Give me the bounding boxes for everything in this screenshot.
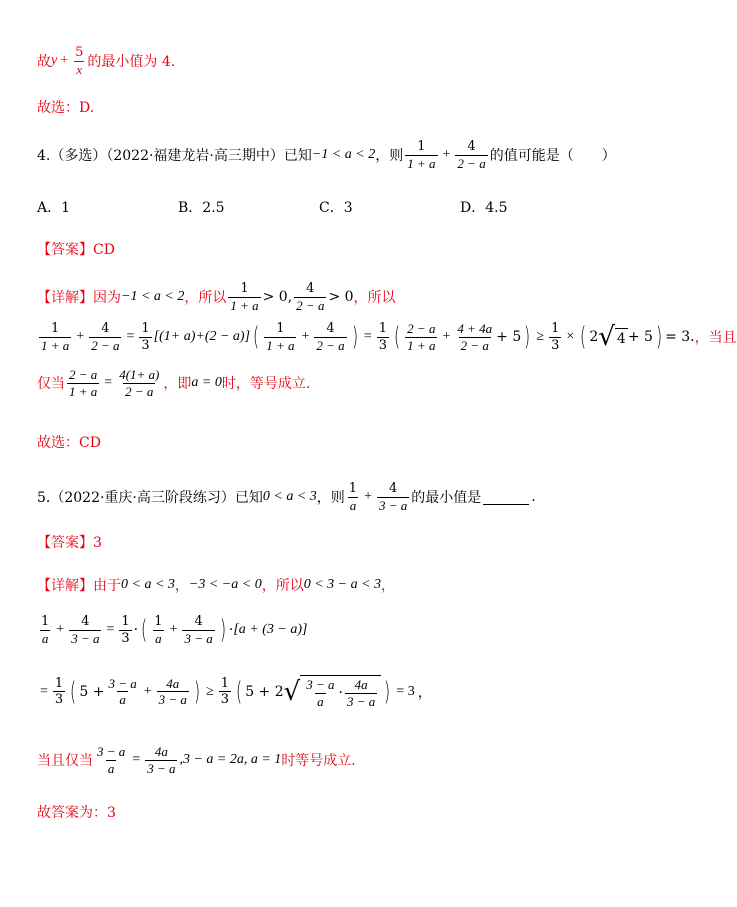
denominator: a (41, 630, 49, 646)
fraction (377, 322, 389, 352)
numerator: 1 (141, 321, 150, 336)
text: 的最小值是 (411, 490, 482, 507)
denominator: 2 − a (296, 297, 325, 313)
denominator: a (155, 630, 162, 646)
denominator: x (76, 61, 83, 77)
text: ， (381, 578, 396, 594)
denominator: 3 − a (158, 692, 187, 708)
answer-4 (37, 239, 115, 259)
text: ，所以 (184, 290, 227, 307)
fraction (304, 678, 336, 708)
denominator: 3 (54, 692, 64, 708)
plus: + (143, 683, 152, 699)
geq: ≥ (536, 329, 545, 345)
result: = 3 (396, 683, 415, 699)
condition: 0 < a < 3 (121, 577, 175, 592)
paren-open: ( (141, 615, 148, 646)
denominator: 1 + a (266, 337, 295, 353)
denominator: 3 − a (184, 630, 213, 646)
value: ,3 − a = 2a, a = 1 (179, 752, 282, 768)
equality-cond-5 (37, 745, 356, 775)
question-4 (37, 140, 616, 170)
text: ， (417, 684, 432, 701)
denominator: 2 − a (460, 337, 489, 353)
paren-open: ( (394, 322, 401, 353)
fraction (152, 615, 164, 645)
denominator: 1 + a (69, 383, 98, 399)
question-tail: 的值可能是（ ） (489, 148, 616, 165)
plus: + (364, 489, 372, 505)
text: ，所以 (261, 578, 304, 594)
numerator: 4 (101, 321, 110, 336)
denominator: 3 − a (147, 760, 176, 776)
denominator: 2 − a (316, 337, 345, 353)
numerator: 1 (378, 321, 388, 336)
fraction (182, 615, 214, 645)
denominator: 2 − a (125, 383, 154, 399)
text: 因为 (93, 290, 121, 307)
text: ，则 (316, 490, 345, 507)
plus: + (60, 53, 69, 69)
times: × (566, 329, 575, 345)
text: 时等号成立. (281, 753, 356, 770)
option-a: A．1 (37, 200, 71, 216)
text: ， (174, 578, 189, 594)
answer-5 (37, 532, 102, 552)
sqrt-icon: √ (598, 322, 615, 353)
option-c: C．3 (319, 200, 353, 216)
final-text: 故选：CD (37, 435, 101, 451)
plus-five: + 5 (496, 329, 522, 346)
fraction (69, 615, 101, 645)
ineq: > 0 (328, 289, 354, 306)
equals: = (363, 329, 372, 345)
numerator: 2 − a (69, 367, 98, 382)
value: a = 0 (191, 375, 222, 391)
var-y: y (51, 53, 58, 69)
fraction (377, 482, 409, 512)
fraction (117, 368, 161, 398)
numerator: 4 + 4a (457, 321, 493, 336)
numerator: 4(1+ a) (119, 367, 160, 382)
fraction (139, 322, 151, 352)
numerator: 4 (467, 139, 476, 154)
denominator: 1 + a (230, 297, 259, 313)
denominator: 3 (121, 630, 130, 646)
equals: = (106, 622, 115, 638)
denominator: 3 (141, 337, 150, 353)
numerator: 1 (551, 321, 560, 336)
dot: · (133, 622, 139, 639)
numerator: 1 (348, 481, 358, 496)
numerator: 4 (194, 614, 203, 629)
condition: −1 < a < 2 (121, 289, 185, 305)
text: . (531, 489, 536, 506)
question-5 (37, 482, 536, 512)
paren-open: ( (253, 322, 260, 353)
question-head: 5.（2022·重庆·高三阶段练习）已知 (37, 490, 263, 507)
condition: 0 < 3 − a < 3 (303, 577, 382, 592)
numerator: 3 − a (97, 744, 126, 759)
fraction (53, 677, 65, 707)
paren-close: ) (655, 322, 663, 353)
denominator: 1 + a (407, 155, 436, 171)
denominator: a (119, 692, 126, 708)
numerator: 4 (306, 281, 315, 296)
detail-label: 【详解】 (37, 578, 93, 594)
detail-5 (37, 575, 395, 595)
geq: ≥ (206, 683, 214, 699)
denominator: 1 + a (407, 337, 436, 353)
fraction (405, 322, 437, 352)
conclusion-line (37, 46, 175, 76)
condition: −1 < a < 2 (311, 147, 376, 163)
numerator: 4a (166, 675, 180, 691)
condition: 0 < a < 3 (262, 489, 317, 505)
option-d: D．4.5 (460, 200, 508, 216)
text: 时，等号成立. (221, 376, 311, 393)
numerator: 1 (276, 321, 285, 336)
bracket-expr: [(1+ a)+(2 − a)] (153, 329, 251, 345)
text: ，所以 (353, 290, 396, 307)
coef: 2 (589, 329, 599, 346)
plus-five: + 5 (627, 329, 653, 346)
denominator: 2 − a (457, 155, 486, 171)
detail-4 (37, 282, 396, 312)
sqrt-icon: √ (283, 676, 301, 707)
denominator: a (317, 693, 324, 709)
text: ，当且 (694, 330, 737, 347)
numerator: 1 (121, 614, 130, 629)
text-prefix: 故 (37, 54, 51, 71)
fraction (95, 745, 127, 775)
fraction (39, 322, 71, 352)
plus: + (76, 329, 85, 345)
final-text: 故答案为：3 (37, 805, 116, 821)
answer-text: 【答案】CD (37, 242, 115, 258)
paren-open: ( (580, 322, 587, 353)
ineq: > 0, (262, 289, 293, 306)
dot: · (228, 622, 234, 639)
fraction-2 (455, 140, 487, 170)
numerator: 4a (154, 744, 168, 759)
numerator: 1 (41, 614, 50, 629)
paren-close: ) (524, 322, 531, 353)
plus: + (301, 329, 310, 345)
fraction (549, 322, 561, 352)
numerator: 4 (81, 614, 90, 629)
paren-close: ) (351, 322, 358, 353)
fraction (119, 615, 131, 645)
denominator: 2 − a (91, 337, 120, 353)
fraction (219, 677, 231, 707)
numerator: 3 − a (306, 677, 335, 692)
numerator: 1 (417, 139, 426, 154)
numerator: 1 (51, 321, 60, 336)
choice-line (37, 97, 94, 117)
denominator: 1 + a (41, 337, 70, 353)
text: 由于 (93, 578, 121, 594)
equality-cond-4 (37, 368, 310, 398)
sqrt (598, 322, 628, 353)
numerator: 1 (240, 281, 249, 296)
detail-label: 【详解】 (37, 290, 93, 307)
numerator: 4a (354, 677, 368, 692)
numerator: 3 − a (108, 675, 137, 691)
answer-text: 【答案】3 (37, 535, 102, 551)
fraction (314, 322, 346, 352)
equals: = (126, 329, 135, 345)
fraction (73, 46, 85, 76)
fraction (294, 282, 326, 312)
text: ，即 (163, 376, 192, 393)
result: = 3. (665, 329, 695, 346)
numerator: 4 (326, 321, 335, 336)
fraction-1 (405, 140, 437, 170)
condition: −3 < −a < 0 (188, 577, 262, 592)
text: 当且仅当 (37, 753, 93, 770)
five-two: 5 + 2 (245, 683, 284, 700)
paren-open: ( (70, 676, 77, 707)
denominator: 3 − a (378, 497, 408, 513)
text: 仅当 (37, 376, 65, 393)
plus: + (442, 329, 451, 345)
numerator: 1 (220, 675, 230, 691)
equals: = (132, 752, 141, 768)
sqrt (284, 675, 382, 708)
denominator: 3 − a (71, 630, 100, 646)
five: 5 + (79, 683, 105, 700)
final-5 (37, 802, 116, 822)
plus: + (169, 622, 178, 638)
text: 故选：D. (37, 100, 95, 116)
plus: + (442, 147, 451, 163)
numerator: 5 (75, 45, 84, 60)
denominator: 3 (378, 337, 388, 353)
fraction (39, 615, 51, 645)
fraction (157, 677, 189, 707)
denominator: a (107, 760, 115, 776)
equals: = (104, 375, 113, 391)
fraction (89, 322, 121, 352)
numerator: 1 (54, 675, 64, 691)
denominator: a (349, 497, 357, 513)
paren-close: ) (384, 676, 391, 707)
derivation-5b (37, 675, 432, 708)
text-mid: ，则 (375, 148, 404, 165)
radicand (300, 675, 381, 708)
equals: = (40, 683, 48, 699)
paren-close: ) (219, 615, 226, 646)
denominator: 3 (220, 692, 230, 708)
question-head: 4.（多选）（2022·福建龙岩·高三期中）已知 (37, 148, 312, 165)
denominator: 3 − a (346, 693, 376, 709)
fraction (106, 677, 138, 707)
fraction (347, 482, 359, 512)
denominator: 3 (551, 337, 560, 353)
bracket-expr: [a + (3 − a)] (233, 622, 308, 638)
dot: · (338, 685, 343, 702)
numerator: 4 (388, 481, 398, 496)
paren-open: ( (236, 676, 243, 707)
paren-close: ) (193, 676, 201, 707)
final-4 (37, 432, 101, 452)
option-b: B．2.5 (178, 200, 225, 216)
derivation-5a (37, 615, 307, 645)
fraction (228, 282, 260, 312)
fraction (67, 368, 99, 398)
numerator: 1 (154, 614, 163, 629)
plus: + (56, 622, 65, 638)
options-4 (37, 197, 601, 217)
radicand: 4 (615, 328, 628, 347)
fraction (455, 322, 494, 352)
derivation-4 (37, 322, 737, 352)
fraction (264, 322, 296, 352)
fraction (345, 678, 377, 708)
numerator: 2 − a (407, 321, 436, 336)
answer-blank (483, 490, 529, 505)
fraction (145, 745, 177, 775)
text-suffix: 的最小值为 4. (87, 54, 176, 71)
